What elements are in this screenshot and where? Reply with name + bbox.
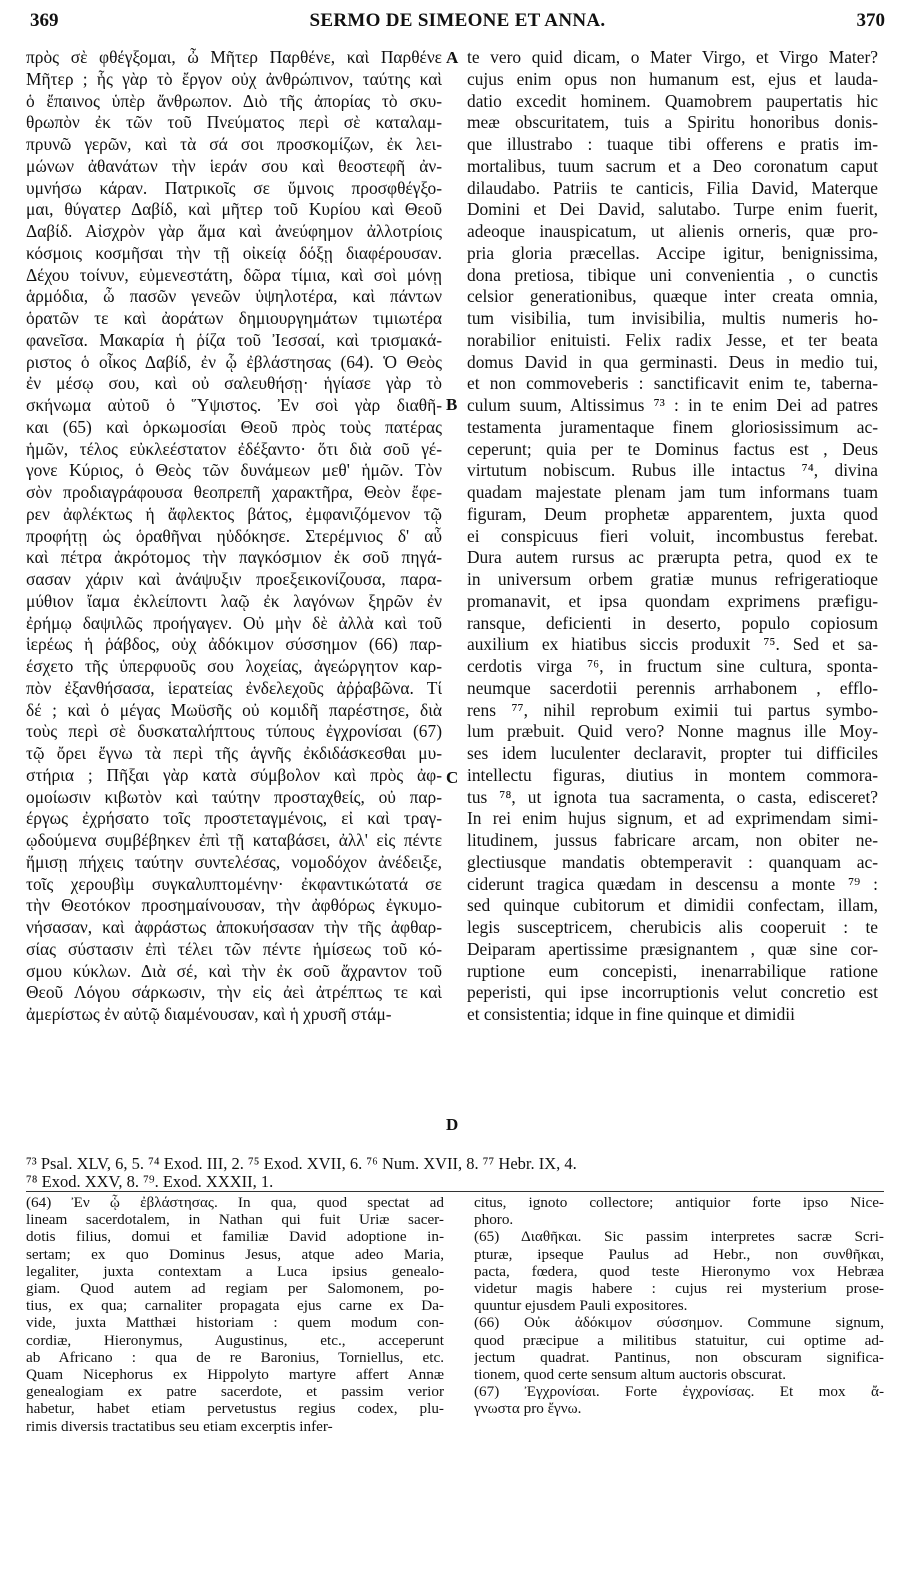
greek-line: σίας σύστασιν ἐπὶ τέλει τῶν πέντε ἡμίσεως τοῦ κό-	[26, 938, 442, 959]
latin-line: ceperunt; quia per te Dominus factus est , Deus	[467, 438, 878, 459]
greek-line: κόσμοις κοσμῆσαι τὴν τῇ οἰκείᾳ δόξῃ διαφέρουσαν.	[26, 242, 442, 263]
latin-line: datio excedit hominem. Quamobrem paupertatis hic	[467, 90, 878, 111]
footnote-line: genealogiam ex patre sacerdote, et passim verior	[26, 1383, 444, 1401]
latin-line: ruptione eum concepisti, inenarrabilique ratione	[467, 960, 878, 981]
greek-line: ἐν μέσῳ σου, καὶ οὐ σαλευθήσῃ· ἡγίασε γὰρ τὸ	[26, 373, 442, 394]
greek-line: δέ ; καὶ ὁ μέγας Μωϋσῆς οὐ κομιδῆ παρέστησε, διὰ	[26, 699, 442, 720]
latin-line: ciderunt tragica quædam in descensu a monte ⁷⁹ :	[467, 873, 878, 894]
margin-letter-c: C	[446, 768, 459, 787]
latin-line: ei conspicuus fieri voluit, incombustus ferebat.	[467, 525, 878, 546]
greek-line: προφήτῃ ὡς ὁραθῆναι ηὐδόκησε. Στερέμνιος δ' αὖ	[26, 525, 442, 546]
latin-line: te vero quid dicam, o Mater Virgo, et Virgo Mater?	[467, 47, 878, 67]
greek-line: θρωπὸν ἐκ τῶν τοῦ Πνεύματος περὶ σὲ καταλαμ-	[26, 112, 442, 133]
latin-line: in universum orbem gratiæ munus refrigeratioque	[467, 569, 878, 589]
footnotes-left	[26, 1194, 444, 1435]
footnote-line: dotis filius, domui et familiæ David adoptione in-	[26, 1228, 444, 1246]
latin-line: glectiusque mandatis obtemperavit : quanquam ac-	[467, 851, 878, 872]
latin-line: et consistentia; idque in fine quinque et dimidii	[467, 1004, 795, 1024]
latin-line: testamenta juramentaque finem gloriosissimum ac-	[467, 416, 878, 437]
latin-line: mortalibus, tuum sacrum et a Deo coronatum caput	[467, 155, 878, 176]
greek-line: ομοίωσιν κιβωτὸν καὶ ταύτην προσταχθείς, οὐ παρ-	[26, 786, 442, 807]
latin-line: legis susceptricem, cherubicis alis cooperuit : te	[467, 917, 878, 937]
reference-line: ⁷⁸ Exod. XXV, 8. ⁷⁹. Exod. XXXII, 1.	[26, 1172, 274, 1191]
greek-line: τοὺς περὶ σὲ δυσκαταλήπτους τύπους ἐγχρονίσαι (67)	[26, 721, 442, 742]
margin-letter-a: A	[446, 48, 459, 67]
latin-line: Domini et Dei David, salutabo. Turpe enim fuerit,	[467, 199, 878, 220]
latin-line: norabilior enituisti. Felix radix Jesse, et ter beata	[467, 329, 878, 350]
latin-line: que illustrabo : tuaque tibi offerens e pratis im-	[467, 134, 878, 154]
latin-line: Dura autem rursus ac prærupta petra, quod ex te	[467, 547, 878, 568]
greek-line: στήρια ; Πῆξαι γὰρ κατὰ σύμβολον καὶ πρὸς ἀφ-	[26, 764, 442, 785]
greek-line: Δαβίδ. Αἰσχρὸν γὰρ ἅμα καὶ ἀνεύφημον ἀλλοτρίοις	[26, 221, 442, 241]
greek-line: Μῆτερ ; ἧς γὰρ τὸ ἔργον οὐχ ἀνθρώπινον, ταύτης καὶ	[26, 68, 442, 89]
greek-line: ῳδούμενα συμβέβηκεν ἐπὶ τῇ καταβάσει, ἀλλ' εἰς πέντε	[26, 830, 442, 850]
latin-line: peperisti, qui ipse incorruptionis velut concretio est	[467, 982, 878, 1003]
footnote-line: lineam sacerdotalem, in Nathan qui fuit Uriæ sacer-	[26, 1211, 444, 1229]
notes-divider	[26, 1191, 884, 1192]
latin-line: domus David in qua germinasti. Deus in medio tui,	[467, 351, 878, 372]
latin-line: sed quinque cubitorum et dimidii confectam, illam,	[467, 895, 878, 916]
greek-line: σὸν προδιαγράφουσα θεοπρεπῆ χαρακτῆρα, Θεὸν ἔφε-	[26, 482, 442, 502]
footnote-line: habetur, habet etiam pervetustus regius codex, plu-	[26, 1400, 444, 1418]
footnote-line: pturæ, ipseque Paulus ad Hebr., non συνθῆκαι,	[474, 1245, 884, 1263]
latin-line: promanavit, et ipsa quondam exprimens præfigu-	[467, 590, 878, 611]
latin-line: cerdotis virga ⁷⁶, in fructum sine cultura, sponta-	[467, 656, 878, 676]
greek-line: έσχετο τῆς ὑπερφυοῦς σου λοχείας, ἀγεώργητον καρ-	[26, 656, 442, 676]
latin-line: tus ⁷⁸, ut ignota tua sacramenta, o casta, edisceret?	[467, 786, 878, 807]
latin-line: tum visibilia, tum invisibilia, multis numeris ho-	[467, 308, 878, 328]
greek-line: Δέχου τοίνυν, εὐμενεστάτη, δῶρα τίμια, καὶ σοὶ μόνῃ	[26, 264, 442, 285]
latin-line: culum suum, Altissimus ⁷³ : in te enim Dei ad patres	[467, 395, 878, 415]
footnote-line: ab Africano : qua de re Baronius, Torniellus, etc.	[26, 1348, 444, 1366]
footnote-line: jectum quadrat. Pantinus, non obscuram significa-	[474, 1348, 884, 1366]
footnote-line: pacta, fœdera, quod teste Hieronymo vox Hebræa	[474, 1262, 884, 1280]
footnote-line: vide, juxta Matthæi historiam : quem modum con-	[26, 1314, 444, 1332]
greek-line: και (65) καὶ ὁρκωμοσίαι Θεοῦ πρὸς τοὺς πατέρας	[26, 416, 442, 437]
running-title: SERMO DE SIMEONE ET ANNA.	[309, 10, 606, 31]
greek-line: ἡμῶν, τέλος εὐκλεέστατον ἐδέξαντο· ὅτι διὰ σοῦ γέ-	[26, 438, 442, 459]
greek-line: έργως ἐχρήσατο τοῖς προστεταγμένοις, εἰ καὶ τραγ-	[26, 808, 442, 829]
greek-line: καὶ πέτρα ἀκρότομος τὴν παγκόσμιον ἐκ σοῦ πηγά-	[26, 547, 442, 568]
latin-line: intellectu figuras, diutius in montem commora-	[467, 764, 878, 785]
latin-line: figuram, Deum prophetæ apparentem, juxta quod	[467, 503, 878, 524]
reference-line: ⁷³ Psal. XLV, 6, 5. ⁷⁴ Exod. III, 2. ⁷⁵ Exod. XVII, 6. ⁷⁶ Num. XVII, 8. ⁷⁷ Hebr. IX, 4.	[26, 1154, 577, 1173]
greek-line: τὴν Θεοτόκον προσημαίνουσαν, τὴν ἀφθόρως ἐγκυμο-	[26, 895, 442, 916]
greek-line: ὁρατῶν τε καὶ ἀοράτων δημιουργημάτων τιμιωτέρα	[26, 308, 442, 328]
footnote-line: sertam; ex quo Dominus Jesus, atque adeo Maria,	[26, 1245, 444, 1263]
latin-line: dilaudabo. Patriis te canticis, Filia David, Materque	[467, 177, 878, 198]
latin-line: auxilium ex hiatibus siccis produxit ⁷⁵. Sed et sa-	[467, 634, 878, 655]
greek-line: γονε Κύριος, ὁ Θεὸς τῶν δυνάμεων μεθ' ἡμῶν. Τὸν	[26, 460, 442, 481]
latin-line: ransque, deficienti in deserto, populo copiosum	[467, 612, 878, 633]
footnote-line: (65) Διαθῆκαι. Sic passim interpretes sacræ Scri-	[474, 1228, 884, 1246]
greek-line: τῷ ὄρει ἔγνω τὰ περὶ τῆς ἁγνῆς ἐκδιδάσκεσθαι μυ-	[26, 743, 442, 763]
greek-line: Θεοῦ Λόγου σάρκωσιν, τὴν εἰς ἀεὶ ἀτρέπτως τε καὶ	[26, 982, 442, 1003]
greek-line: μαι, θύγατερ Δαβίδ, καὶ μῆτερ τοῦ Κυρίου καὶ Θεοῦ	[26, 199, 442, 220]
latin-line: Deiparam apertissime præsignantem , quæ sine cor-	[467, 938, 878, 959]
latin-line: rens ⁷⁷, nihil reprobum eximii tui partus symbo-	[467, 699, 878, 720]
footnote-line: (67) Ἐγχρονίσαι. Forte ἐγχρονίσας. Et mox ἄ-	[474, 1383, 884, 1401]
footnote-line: cordiæ, Hieronymus, Augustinus, etc., acceperunt	[26, 1331, 444, 1349]
greek-line: ἀμερίστως ἐν αὐτῷ διαμένουσαν, καὶ ἡ χρυσῆ στάμ-	[26, 1004, 392, 1024]
greek-line: ριστος ὁ οἶκος Δαβίδ, ἐν ᾧ ἐβλάστησας (64). Ὁ Θεὸς	[26, 351, 442, 372]
greek-line: σκήνωμα αὐτοῦ ὁ Ὕψιστος. Ἐν σοὶ γὰρ διαθῆ-	[26, 395, 442, 415]
footnote-line: (66) Οὐκ ἀδόκιμον σύσσημον. Commune signum,	[474, 1314, 884, 1332]
footnotes-right	[474, 1194, 884, 1418]
page-header	[30, 10, 885, 34]
page-number-left: 369	[30, 10, 59, 31]
greek-line: πρὸς σὲ φθέγξομαι, ὦ Μῆτερ Παρθένε, καὶ Παρθένε	[26, 47, 442, 67]
greek-line: τοῖς χερουβὶμ συγκαλυπτομένην· ἐκφαντικώτατά σε	[26, 873, 442, 894]
footnote-line: γνωστα pro ἔγνω.	[474, 1400, 582, 1418]
footnote-line: quod præcipue a militibus statuitur, cui optime ad-	[474, 1331, 884, 1349]
greek-line: υμνήσω κάραν. Πατρικοῖς σε ὕμνοις προσφθέγξο-	[26, 177, 442, 198]
latin-line: adeoque inauspicatum, ut alienis orneris, quæ pro-	[467, 221, 878, 241]
greek-line: ἁρμόδια, ὦ πασῶν γενεῶν ὑψηλοτέρα, καὶ πάντων	[26, 286, 442, 307]
latin-line: ses idem luculenter declaravit, propter tui difficiles	[467, 743, 878, 763]
latin-line: et non commoveberis : sanctificavit enim te, taberna-	[467, 373, 878, 394]
greek-line: ρεν ἀφλέκτως ἡ ἄφλεκτος βάτος, ἐμφανιζόμενον τῷ	[26, 503, 442, 524]
greek-line: σμου κύκλων. Διὰ σέ, καὶ τὴν ἐκ σοῦ ἄχραντον τοῦ	[26, 960, 442, 981]
greek-line: μύθιον ἴαμα ἐκλείποντι λαῷ ἐκ λαγόνων ξηρῶν ἐν	[26, 590, 442, 611]
greek-line: ἱερέως ἡ ῥάβδος, οὐχ ἀδόκιμον σύσσημον (66) παρ-	[26, 634, 442, 655]
margin-letter-d: D	[446, 1115, 459, 1134]
greek-line: μώνων ἀθανάτων τὴν ἱεράν σου καὶ θεοστεφῆ ἀν-	[26, 155, 442, 176]
latin-text-column	[467, 47, 878, 1026]
latin-line: dona pretiosa, tibique uni convenientia , o cunctis	[467, 264, 878, 285]
footnote-line: Quam Nicephorus ex Hippolyto martyre affert Annæ	[26, 1366, 444, 1384]
greek-line: πὸν ἐξανθήσασα, ἱερατείας ἐνδελεχοῦς ἀῤῥαβῶνα. Τί	[26, 677, 442, 698]
footnote-line: videtur magis habere : cujus rei mysterium prose-	[474, 1280, 884, 1298]
scripture-references	[26, 1155, 884, 1191]
greek-line: νήσασαν, καὶ ἀφράστως ἀποκυήσασαν τὴν τῆς ἀφθαρ-	[26, 917, 442, 937]
footnote-line: tius, ex qua; carnaliter propagata ejus carne ex Da-	[26, 1297, 444, 1315]
latin-line: virtutum nobiscum. Rubus ille intactus ⁷⁴, divina	[467, 460, 878, 481]
latin-line: neumque sacerdotii perennis arrhabonem , efflo-	[467, 677, 878, 698]
greek-line: ἐρήμῳ δαψιλῶς προήγαγεν. Οὐ μὴν δὲ ἀλλὰ καὶ τοῦ	[26, 612, 442, 633]
margin-letter-b: B	[446, 395, 458, 414]
footnote-line: giam. Quod autem ad regiam per Salomonem, po-	[26, 1280, 444, 1298]
greek-line: σασαν χάριν καὶ ἀνάψυξιν προεξεικονίζουσα, παρα-	[26, 569, 442, 589]
greek-line: πρυνῶ γερῶν, καὶ τὰ σά σοι προσκομίζων, ἐκ λει-	[26, 134, 442, 154]
footnote-line: phoro.	[474, 1211, 514, 1229]
latin-line: celsior generationibus, quæque inter creata omnia,	[467, 286, 878, 307]
latin-line: quadam majestate plenam jam tum informans tuam	[467, 482, 878, 502]
page-number-right: 370	[856, 10, 885, 31]
footnote-line: tionem, quod certe sensum altum auctoris obscurat.	[474, 1366, 787, 1384]
footnote-line: quuntur ejusdem Pauli expositores.	[474, 1297, 688, 1315]
footnote-line: rimis diversis tractatibus seu etiam excerptis infer-	[26, 1417, 333, 1435]
greek-line: ἥμισῃ πήχεις ταύτην συντελέσας, νομοδόχον ἀνέδειξε,	[26, 851, 442, 872]
latin-line: cujus enim opus non humanum est, ejus et lauda-	[467, 68, 878, 89]
greek-line: φανεῖσα. Μακαρία ἡ ῥίζα τοῦ Ἰεσσαί, καὶ τρισμακά-	[26, 329, 442, 350]
latin-line: litudinem, jussus fabricare arcam, non obiter ne-	[467, 830, 878, 850]
latin-line: In rei enim hujus signum, et ad exprimendam simi-	[467, 808, 878, 829]
footnote-line: legaliter, juxta contextam a Luca ipsius genealo-	[26, 1262, 444, 1280]
greek-text-column	[26, 47, 442, 1026]
latin-line: meæ obscuritatem, tuis a Spiritu honoribus donis-	[467, 112, 878, 133]
footnote-line: (64) Ἐν ᾧ ἐβλάστησας. In qua, quod spectat ad	[26, 1194, 444, 1211]
greek-line: ὁ ἔπαινος ὑπὲρ ἄνθρωπον. Διὸ τῆς ἀπορίας τὸ σκυ-	[26, 90, 442, 111]
latin-line: lum præbuit. Quid vero? Nonne magnus ille Moy-	[467, 721, 878, 742]
footnote-line: citus, ignoto collectore; antiquior forte ipso Nice-	[474, 1194, 884, 1211]
latin-line: pria gloria præcellas. Accipe igitur, benignissima,	[467, 242, 878, 263]
